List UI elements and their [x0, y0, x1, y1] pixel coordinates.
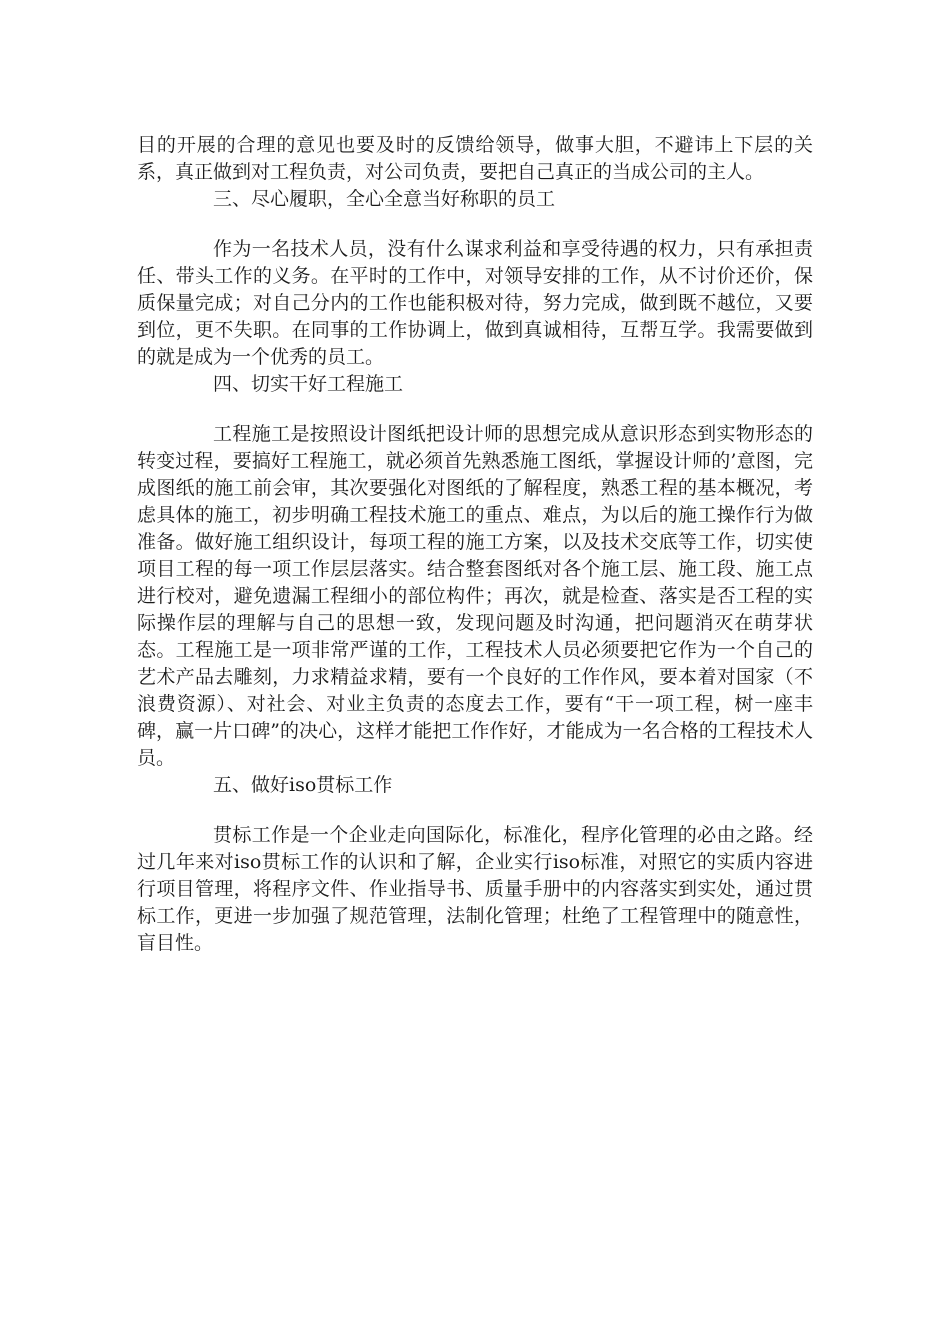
- paragraph-continuation: 目的开展的合理的意见也要及时的反馈给领导，做事大胆，不避讳上下层的关系，真正做到对工程负责，对公司负责，要把自己真正的当成公司的主人。: [137, 134, 813, 183]
- paragraph-section-4: 工程施工是按照设计图纸把设计师的思想完成从意识形态到实物形态的转变过程，要搞好工程施工，就必须首先熟悉施工图纸，掌握设计师的’意图，完成图纸的施工前会审，其次要强化对图纸的了解程度，熟悉工程的基本概况，考虑具体的施工，初步明确工程技术施工的重点、难点，为以后的施工操作行为做准备。做好施工组织设计，每项工程的施工方案，以及技术交底等工作，切实使项目工程的每一项工作层层落实。结合整套图纸对各个施工层、施工段、施工点进行校对，避免遗漏工程细小的部位构件；再次，就是检查、落实是否工程的实际操作层的理解与自己的思想一致，发现问题及时沟通，把问题消灭在萌芽状态。工程施工是一项非常严谨的工作，工程技术人员必须要把它作为一个自己的艺术产品去雕刻，力求精益求精，要有一个良好的工作作风，要本着对国家（不浪费资源）、对社会、对业主负责的态度去工作，要有“干一项工程，树一座丰碑，赢一片口碑”的决心，这样才能把工作作好，才能成为一名合格的工程技术人员。: [137, 423, 813, 769]
- paragraph-section-3: 作为一名技术人员，没有什么谋求利益和享受待遇的权力，只有承担责任、带头工作的义务。在平时的工作中，对领导安排的工作，从不讨价还价，保质保量完成；对自己分内的工作也能积极对待，努力完成，做到既不越位，又要到位，更不失职。在同事的工作协调上，做到真诚相待，互帮互学。我需要做到的就是成为一个优秀的员工。: [137, 238, 813, 368]
- section-heading-5: 五、做好iso贯标工作: [213, 774, 393, 796]
- section-heading-4: 四、切实干好工程施工: [213, 373, 404, 395]
- section-heading-3: 三、尽心履职，全心全意当好称职的员工: [213, 188, 556, 210]
- paragraph-section-5: 贯标工作是一个企业走向国际化，标准化，程序化管理的必由之路。经过几年来对iso贯标工作的认识和了解，企业实行iso标准，对照它的实质内容进行项目管理，将程序文件、作业指导书、质量手册中的内容落实到实处，通过贯标工作，更进一步加强了规范管理，法制化管理；杜绝了工程管理中的随意性，盲目性。: [137, 824, 813, 954]
- document-page: [137, 132, 813, 957]
